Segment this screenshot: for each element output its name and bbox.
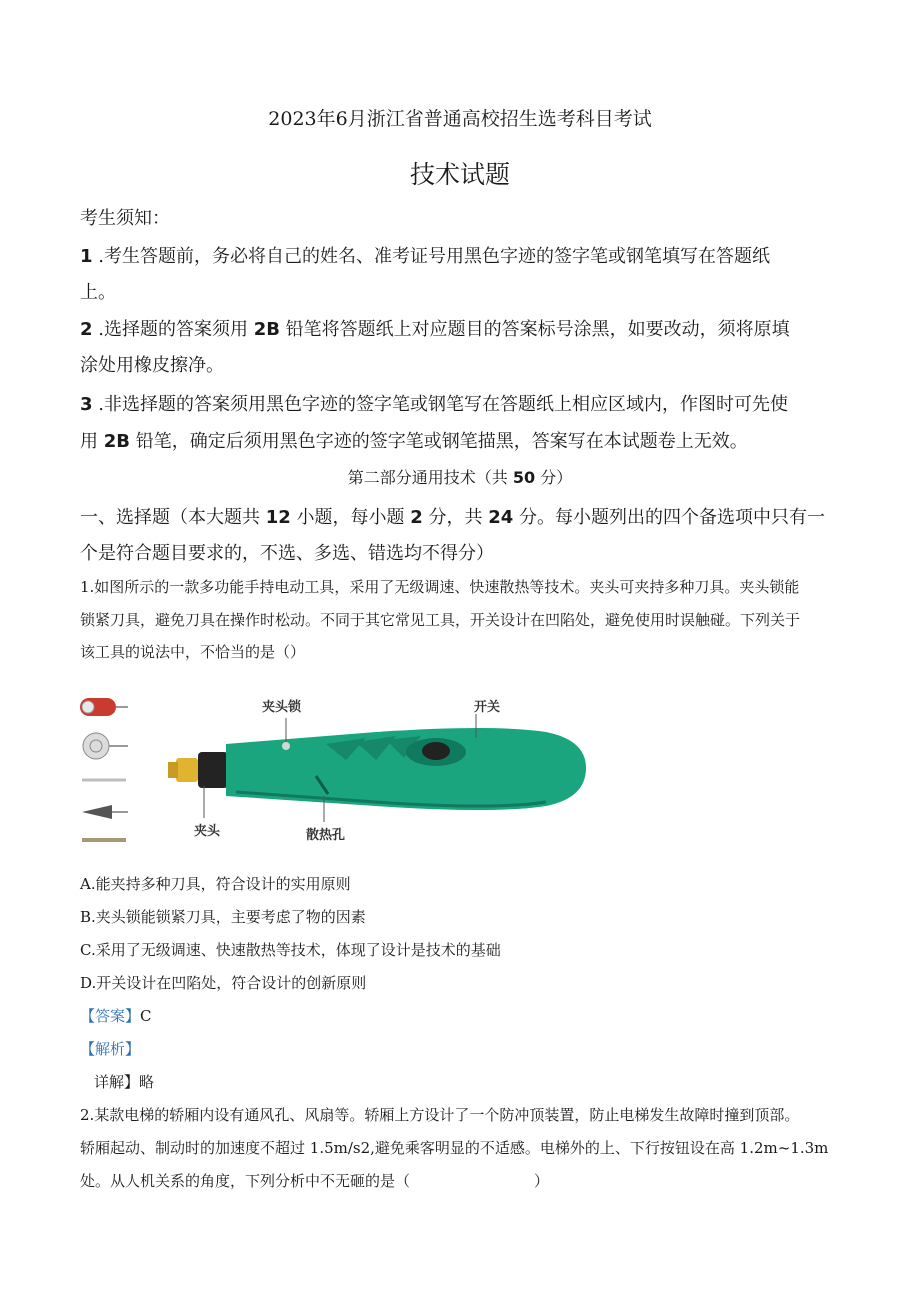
- points-total: 24: [488, 507, 514, 528]
- switch-button-icon: [422, 742, 450, 760]
- q1-detail: 详解】略: [94, 1073, 155, 1091]
- q1-answer: [80, 1005, 152, 1026]
- rotary-tool-icon: [168, 714, 586, 822]
- notice-item-text: .考生答题前，务必将自己的姓名、准考证号用黑色字迹的签字笔或钢笔填写在答题纸: [92, 246, 770, 267]
- answer-label: 【答案】: [80, 1007, 141, 1025]
- q1-stem-line2: 锁紧刀具，避免刀具在操作时松动。不同于其它常见工具，开关设计在凹陷处，避免使用时误触碰。下列关于: [80, 611, 801, 629]
- part1-text: 一、选择题（本大题共: [80, 507, 266, 528]
- notice-item-3-cont: [80, 427, 748, 453]
- notice-item-text: .非选择题的答案须用黑色字迹的签字笔或钢笔写在答题纸上相应区域内，作图时可先使: [92, 394, 788, 415]
- cutting-wheel-icon: [83, 733, 128, 759]
- pencil-grade: 2B: [103, 431, 130, 452]
- notice-item-2: [80, 315, 790, 341]
- label-chuck-lock: 夹头锁: [262, 700, 302, 715]
- q1-figure: [76, 688, 596, 848]
- notice-item-number: 3: [80, 394, 93, 415]
- notice-item-1: [80, 242, 770, 268]
- question-count: 12: [265, 507, 291, 528]
- sanding-drum-icon: [80, 698, 128, 716]
- part1-instructions: [80, 503, 825, 529]
- notice-item-number: 2: [80, 319, 93, 340]
- notice-item-number: 1: [80, 246, 93, 267]
- q2-stem-line2: 轿厢起动、制动时的加速度不超过 1.5m/s2,避免乘客明显的不适感。电梯外的上、下行按钮设在高 1.2m~1.3m: [80, 1139, 829, 1157]
- grinding-stone-icon: [82, 805, 128, 819]
- q1-option-b: B.夹头锁能锁紧刀具，主要考虑了物的因素: [80, 908, 366, 926]
- section-heading: [0, 465, 920, 488]
- section-heading-text: 分）: [535, 468, 573, 487]
- notice-item-text: 用: [80, 431, 104, 452]
- label-switch: 开关: [474, 700, 501, 715]
- q2-stem-line3: 处。从人机关系的角度，下列分析中不无砸的是（ ）: [80, 1172, 549, 1190]
- q1-stem-line3: 该工具的说法中，不恰当的是（）: [80, 643, 306, 661]
- q1-option-a: A.能夹持多种刀具，符合设计的实用原则: [80, 875, 351, 893]
- notice-item-2-cont: 涂处用橡皮擦净。: [80, 355, 224, 376]
- q2-stem-line1: 2.某款电梯的轿厢内设有通风孔、风扇等。轿厢上方设计了一个防冲顶装置，防止电梯发生故障时撞到顶部。: [80, 1106, 800, 1124]
- notice-item-text: .选择题的答案须用: [92, 319, 254, 340]
- chuck-lock-icon: [282, 742, 290, 750]
- label-chuck: 夹头: [194, 824, 221, 839]
- part1-text: 分，共: [422, 507, 489, 528]
- answer-value: C: [140, 1007, 152, 1025]
- notice-item-3: [80, 390, 788, 416]
- section-points: 50: [512, 468, 536, 487]
- notice-item-text: 铅笔，确定后须用黑色字迹的签字笔或钢笔描黑，答案写在本试题卷上无效。: [129, 431, 748, 452]
- q1-stem-line1: 1.如图所示的一款多功能手持电动工具，采用了无级调速、快速散热等技术。夹头可夹持多种刀具。夹头锁能: [80, 578, 800, 596]
- pencil-grade: 2B: [253, 319, 280, 340]
- label-vent: 散热孔: [306, 828, 346, 843]
- notice-item-1-cont: 上。: [80, 282, 116, 303]
- analysis-label: 【解析】: [80, 1040, 141, 1058]
- q1-option-c: C.采用了无级调速、快速散热等技术，体现了设计是技术的基础: [80, 941, 501, 959]
- section-heading-text: 第二部分通用技术（共: [347, 468, 513, 487]
- exam-title: 2023年6月浙江省普通高校招生选考科目考试: [268, 108, 652, 130]
- notice-item-text: 铅笔将答题纸上对应题目的答案标号涂黑，如要改动，须将原填: [279, 319, 790, 340]
- part1-text: 分。每小题列出的四个备选项中只有一: [513, 507, 826, 528]
- cutting-bit-icons: [80, 698, 128, 840]
- part1-text: 小题，每小题: [290, 507, 411, 528]
- q1-option-d: D.开关设计在凹陷处，符合设计的创新原则: [80, 974, 367, 992]
- notice-heading: 考生须知：: [80, 208, 170, 229]
- part1-instructions-cont: 个是符合题目要求的，不选、多选、错选均不得分）: [80, 543, 494, 564]
- points-each: 2: [410, 507, 423, 528]
- exam-subtitle: 技术试题: [409, 160, 510, 189]
